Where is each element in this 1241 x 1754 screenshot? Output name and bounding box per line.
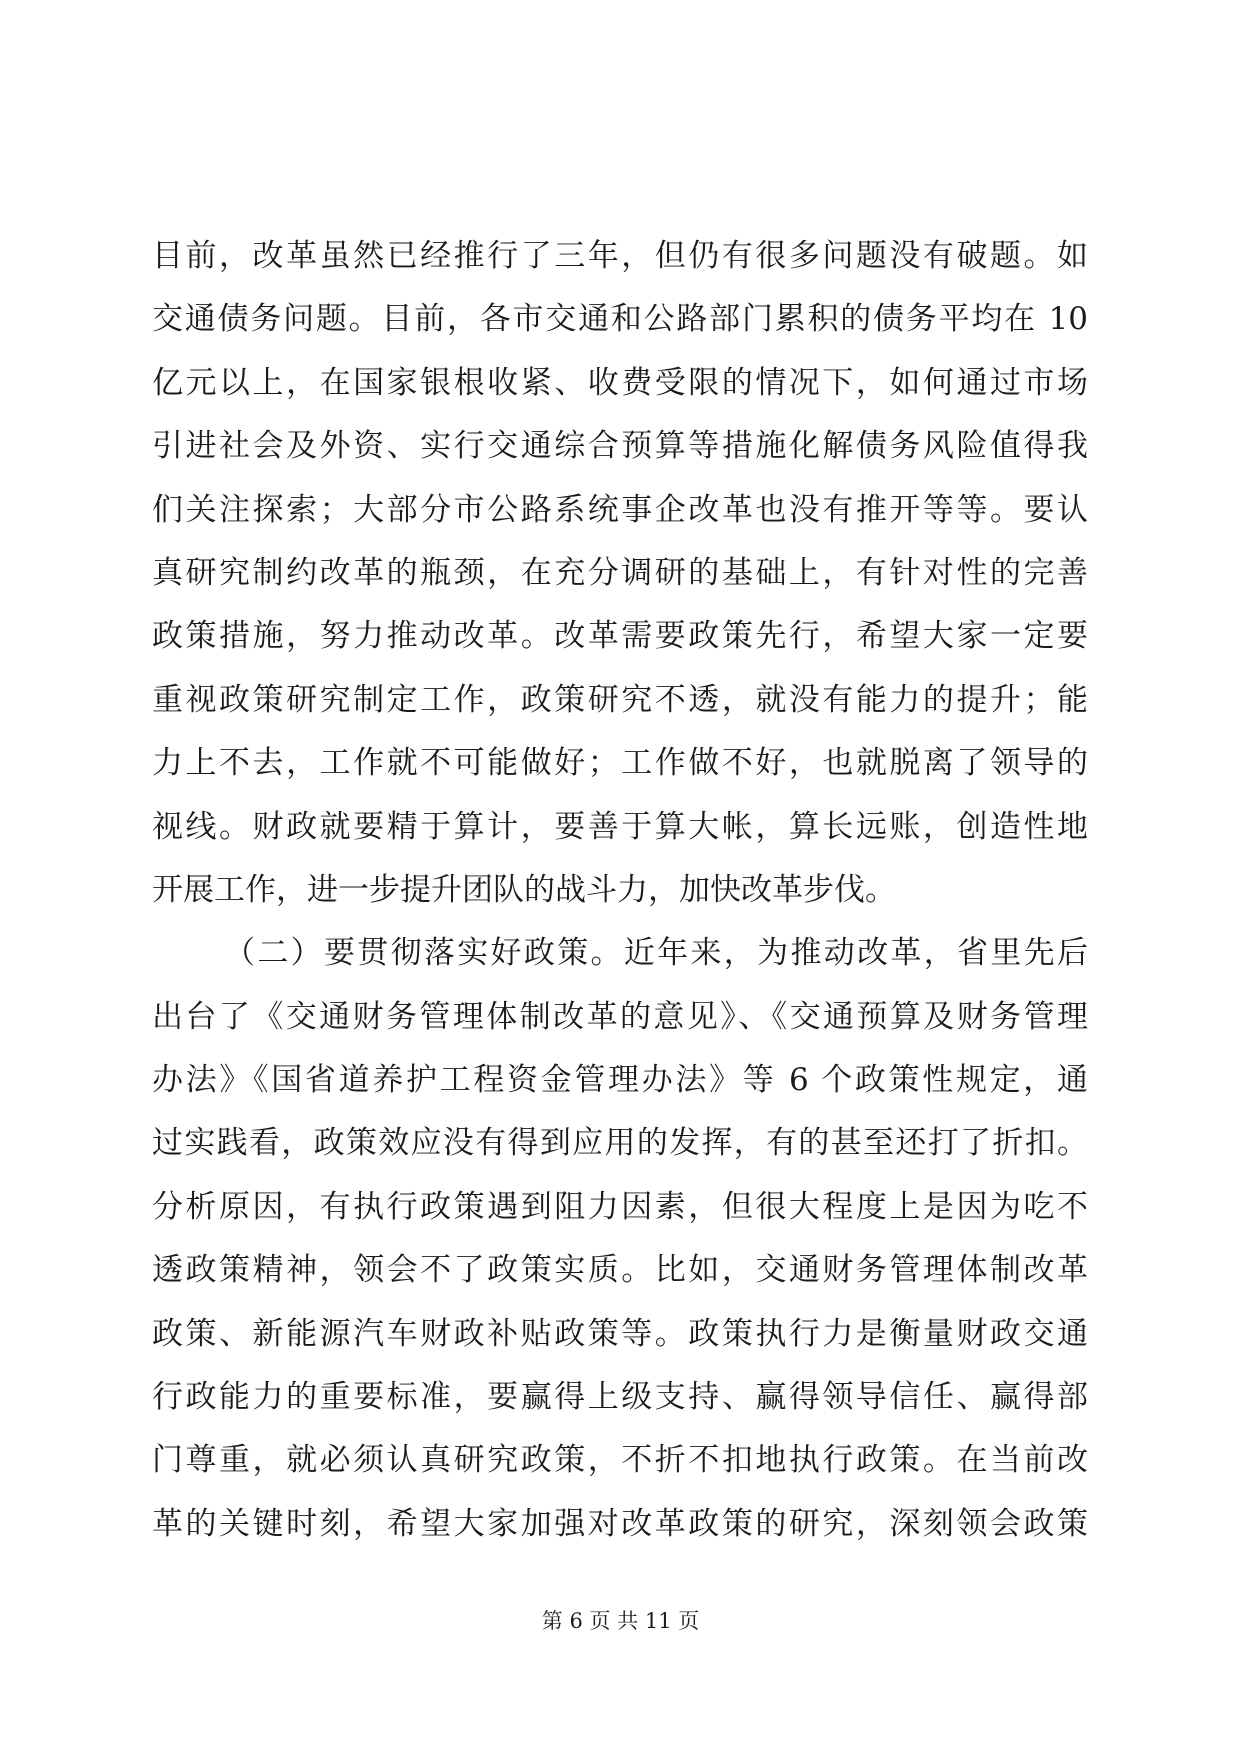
text-line: 重视政策研究制定工作，政策研究不透，就没有能力的提升；能 <box>152 681 1088 718</box>
text-line: 革的关键时刻，希望大家加强对改革政策的研究，深刻领会政策 <box>152 1505 1088 1542</box>
text-line: 过实践看，政策效应没有得到应用的发挥，有的甚至还打了折扣。 <box>152 1125 1088 1162</box>
text-line: 办法》《国省道养护工程资金管理办法》等 6 个政策性规定，通 <box>152 1062 1088 1099</box>
text-line: 分析原因，有执行政策遇到阻力因素，但很大程度上是因为吃不 <box>152 1188 1088 1225</box>
text-line: 们关注探索；大部分市公路系统事企改革也没有推开等等。要认 <box>152 491 1088 528</box>
text-line: 行政能力的重要标准，要赢得上级支持、赢得领导信任、赢得部 <box>152 1379 1088 1416</box>
text-line: 透政策精神，领会不了政策实质。比如，交通财务管理体制改革 <box>152 1252 1088 1289</box>
text-line: 亿元以上，在国家银根收紧、收费受限的情况下，如何通过市场 <box>152 364 1088 401</box>
text-line: 力上不去，工作就不可能做好；工作做不好，也就脱离了领导的 <box>152 745 1088 782</box>
text-line: 开展工作，进一步提升团队的战斗力，加快改革步伐。 <box>152 871 896 908</box>
text-line: 门尊重，就必须认真研究政策，不折不扣地执行政策。在当前改 <box>152 1442 1088 1479</box>
text-line: 目前，改革虽然已经推行了三年，但仍有很多问题没有破题。如 <box>152 238 1088 274</box>
text-line: 视线。财政就要精于算计，要善于算大帐，算长远账，创造性地 <box>152 808 1088 845</box>
page-number-footer: 第 6 页 共 11 页 <box>541 1609 700 1633</box>
section-heading-line: （二）要贯彻落实好政策。近年来，为推动改革，省里先后 <box>224 935 1088 972</box>
text-line: 真研究制约改革的瓶颈，在充分调研的基础上，有针对性的完善 <box>152 554 1088 591</box>
text-line: 引进社会及外资、实行交通综合预算等措施化解债务风险值得我 <box>152 428 1088 465</box>
text-line: 出台了《交通财务管理体制改革的意见》、《交通预算及财务管理 <box>152 998 1088 1035</box>
text-line: 交通债务问题。目前，各市交通和公路部门累积的债务平均在 10 <box>152 301 1088 338</box>
text-line: 政策措施，努力推动改革。改革需要政策先行，希望大家一定要 <box>152 618 1088 655</box>
body-text <box>152 225 1088 1556</box>
text-line: 政策、新能源汽车财政补贴政策等。政策执行力是衡量财政交通 <box>152 1315 1088 1352</box>
